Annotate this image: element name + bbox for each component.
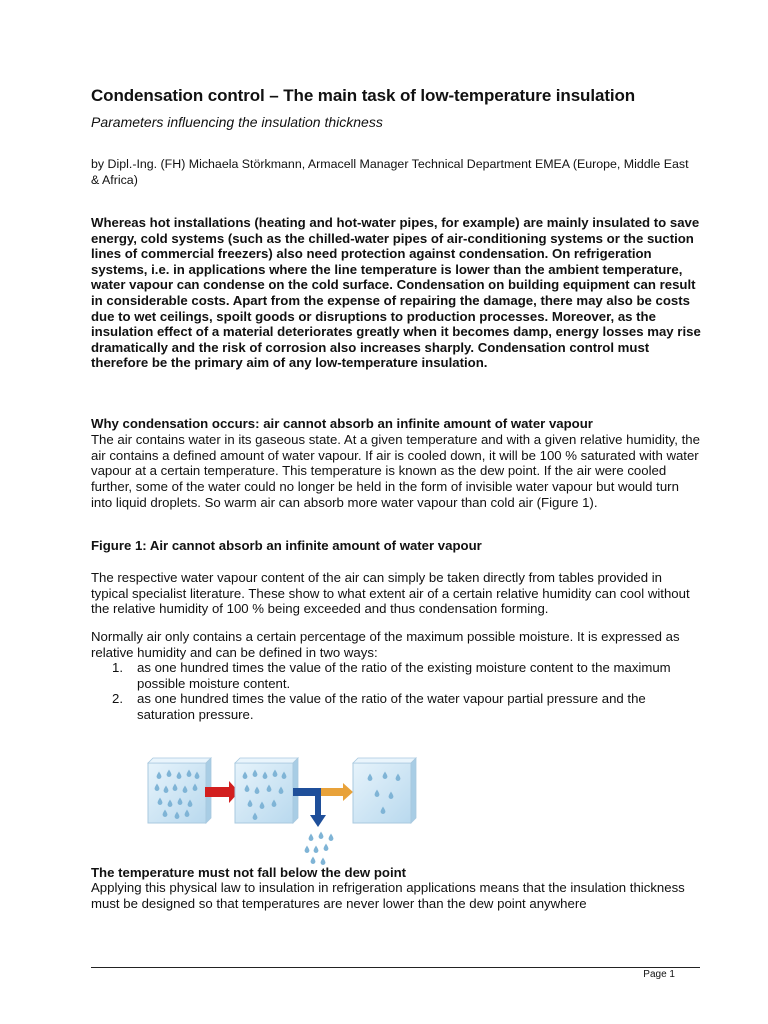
author-byline: by Dipl.-Ing. (FH) Michaela Störkmann, Armacell Manager Technical Department EMEA (Europe, Middle East & Africa): [91, 157, 689, 187]
footer-rule: [91, 967, 700, 968]
section-body-dew-point: Applying this physical law to insulation in refrigeration applications means that the insulation thickness must be designed so that temperatures are never lower than the dew point anywhere: [91, 880, 685, 911]
list-number: 2.: [112, 691, 123, 707]
section-heading-why-condensation: Why condensation occurs: air cannot absorb an infinite amount of water vapour: [91, 416, 593, 431]
section-body-why-condensation: The air contains water in its gaseous state. At a given temperature and with a given relative humidity, the air contains a defined amount of water vapour. If air is cooled down, it will be 100 % saturated with water vapour at a certain temperature. This temperature is known as the dew point. If the air were cooled further, some of the water could no longer be held in the form of invisible water vapour but would turn into liquid droplets. So warm air can absorb more water vapour than cold air (Figure 1).: [91, 432, 700, 510]
abstract-paragraph: Whereas hot installations (heating and hot-water pipes, for example) are mainly insulated to save energy, cold systems (such as the chilled-water pipes of air-conditioning systems or the suction lines of commercial freezers) also need protection against condensation. On refrigeration systems, i.e. in applications where the line temperature is lower than the ambient temperature, water vapour can condense on the cold surface. Condensation on building equipment can result in considerable costs. Apart from the expense of repairing the damage, there may also be costs due to wet ceilings, spoilt goods or disruptions to production processes. Moreover, as the insulation effect of a material deteriorates greatly when it becomes damp, energy losses may rise dramatically and the risk of corrosion also increases sharply. Condensation control must therefore be the primary aim of any low-temperature insulation.: [91, 215, 701, 371]
page-number: Page 1: [643, 969, 675, 980]
cube-warm-air: [148, 758, 211, 823]
list-item: [91, 660, 703, 691]
document-subtitle: Parameters influencing the insulation thickness: [91, 114, 383, 130]
section-heading-dew-point: The temperature must not fall below the dew point: [91, 865, 407, 880]
falling-droplets-icon: [305, 832, 334, 866]
list-text: as one hundred times the value of the ratio of the water vapour partial pressure and the saturation pressure.: [137, 691, 646, 723]
cube-cooled-air: [235, 758, 298, 823]
definition-list: [91, 660, 703, 723]
condensation-illustration: [145, 755, 425, 875]
list-item: [91, 691, 703, 722]
document-title: Condensation control – The main task of low-temperature insulation: [91, 86, 636, 105]
cube-cold-air: [353, 758, 416, 823]
list-text: as one hundred times the value of the ratio of the existing moisture content to the maximum possible moisture content.: [137, 660, 671, 691]
paragraph-relative-humidity: Normally air only contains a certain percentage of the maximum possible moisture. It is expressed as relative humidity and can be defined in two ways:: [91, 629, 680, 660]
paragraph-tables: The respective water vapour content of the air can simply be taken directly from tables provided in typical specialist literature. These show to what extent air of a certain relative humidity can cool without the relative humidity of 100 % being exceeded and thus condensation forming.: [91, 570, 690, 617]
figure-caption: Figure 1: Air cannot absorb an infinite amount of water vapour: [91, 538, 482, 553]
list-number: 1.: [112, 660, 123, 675]
